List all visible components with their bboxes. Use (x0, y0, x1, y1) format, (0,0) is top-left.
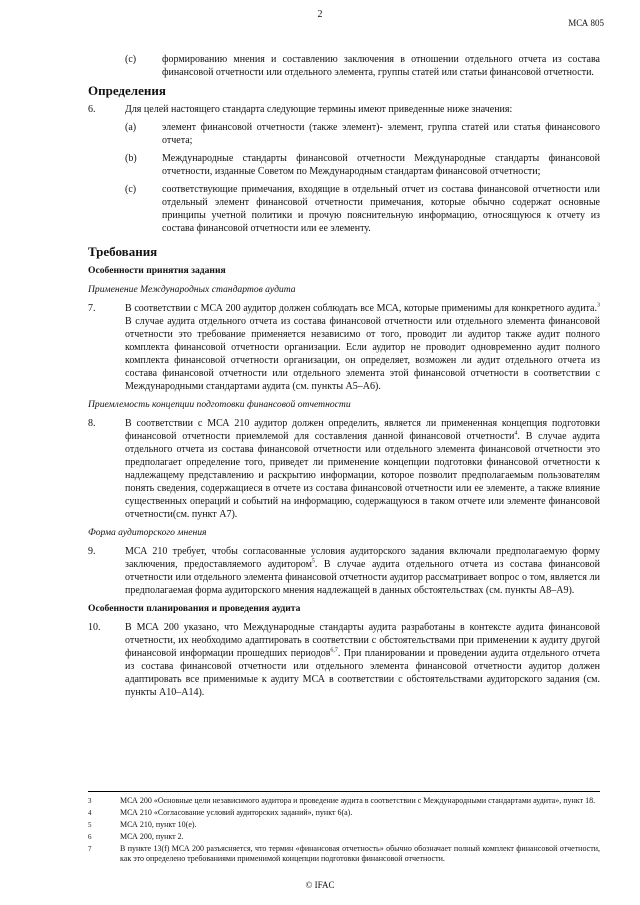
text-part: . При планировании и проведении аудита отдельного отчета из состава финансовой отчетности или отдельного элемента финансовой отчетности аудитор должен адаптировать все применимые к аудиту МСА в соответствии с обстоятельствами аудиторского задания (см. пункты А10–А14). (125, 648, 600, 698)
footnote (88, 820, 600, 830)
list-item-label: (a) (125, 122, 137, 133)
copyright-footer: © IFAC (305, 880, 335, 890)
paragraph-10 (88, 621, 600, 699)
text-part: . В случае аудита отдельного отчета из состава финансовой отчетности или отдельного элемента финансовой отчетности аудитор рассматривает вопрос о том, является ли предполагаемая форма аудиторского мнения надлежащей в данных обстоятельствах (см. пункты А8–А9). (125, 559, 600, 596)
paragraph-text: Для целей настоящего стандарта следующие термины имеют приведенные ниже значения: (125, 104, 513, 115)
paragraph-number: 9. (88, 546, 96, 557)
footnote-text: В пункте 13(f) МСА 200 разъясняется, что термин «финансовая отчетность» обычно обозначает полный комплект финансовой отчетности, как это определено требованиями применимой концепции подготовки финансовой отчетности. (120, 844, 600, 863)
text-part: В МСА 200 указано, что Международные стандарты аудита разработаны в контексте аудита финансовой отчетности, их необходимо адаптировать в соответствии с обстоятельствами при применении к аудиту другой финансовой информации прошедших периодов (125, 622, 600, 659)
list-item-text: соответствующие примечания, входящие в отдельный отчет из состава финансовой отчетности или отдельный элемент финансовой отчетности примечания, которые обычно содержат основные принципы учетной политики и прочую пояснительную информацию, относящуюся к отчету из состава финансовой отчетности или ее элементу. (162, 184, 600, 234)
subsection-heading-planning: Особенности планирования и проведения аудита (88, 603, 301, 614)
list-item-text: Международные стандарты финансовой отчетности Международные стандарты финансовой отчетности, изданные Советом по Международным стандартам финансовой отчетности; (162, 153, 600, 177)
document-code: МСА 805 (568, 18, 604, 28)
list-item-text: формированию мнения и составлению заключения в отношении отдельного отчета из состава финансовой отчетности или отдельного элемента, группы статей или статьи финансовой отчетности. (162, 54, 600, 78)
footnote (88, 844, 600, 864)
list-item (125, 183, 600, 235)
footnotes (88, 791, 600, 866)
list-item (125, 53, 600, 79)
footnote-number: 3 (88, 797, 92, 805)
footnote-ref: 6,7 (330, 647, 338, 654)
paragraph-number: 7. (88, 303, 96, 314)
paragraph-7 (88, 302, 600, 393)
paragraph-number: 8. (88, 418, 96, 429)
paragraph-text (125, 417, 600, 521)
text-part: В соответствии с МСА 200 аудитор должен соблюдать все МСА, которые применимы для конкретного аудита. (125, 303, 597, 314)
list-item-label: (b) (125, 153, 137, 164)
footnote-text: МСА 200 «Основные цели независимого аудитора и проведение аудита в соответствии с Международными стандартами аудита», пункт 18. (120, 796, 596, 805)
paragraph-text (125, 302, 600, 393)
list-item (125, 121, 600, 147)
text-part: В случае аудита отдельного отчета из состава финансовой отчетности или отдельного элемента финансовой отчетности это требование применяется независимо от того, проводит ли аудитор также аудит полного комплекта финансовой отчетности организации. Если аудитор не проводит одновременно аудит полного комплекта финансовой отчетности организации, он определяет, возможен ли аудит отдельного отчета из состава финансовой отчетности или отдельного элемента этой финансовой отчетности в соответствии с Международными стандартами аудита (см. пункты А5–А6). (125, 316, 600, 392)
footnote-number: 6 (88, 833, 92, 841)
paragraph-9 (88, 545, 600, 597)
list-item-label: (c) (125, 184, 137, 195)
paragraph-6 (88, 103, 600, 116)
footnote (88, 832, 600, 842)
paragraph-number: 6. (88, 104, 96, 115)
footnote (88, 796, 600, 806)
section-heading-definitions: Определения (88, 83, 166, 98)
footnote-number: 7 (88, 845, 92, 853)
document-body (88, 53, 600, 704)
paragraph-number: 10. (88, 622, 101, 633)
footnote-text: МСА 210, пункт 10(е). (120, 820, 197, 829)
paragraph-text (125, 621, 600, 699)
subheading-opinion-form: Форма аудиторского мнения (88, 527, 207, 538)
footnote-text: МСА 210 «Согласование условий аудиторских заданий», пункт 6(а). (120, 808, 353, 817)
footnote (88, 808, 600, 818)
text-part: МСА 210 требует, чтобы согласованные условия аудиторского задания включали предполагаемую форму заключения, предоставляемого аудитором (125, 546, 600, 570)
list-item (125, 152, 600, 178)
list-item-label: (c) (125, 54, 137, 65)
subheading-framework-acceptability: Приемлемость концепции подготовки финансовой отчетности (88, 399, 351, 410)
footnote-text: МСА 200, пункт 2. (120, 832, 184, 841)
subheading-isa-application: Применение Международных стандартов аудита (88, 284, 296, 295)
paragraph-text (125, 545, 600, 597)
footnote-ref: 3 (597, 302, 600, 309)
list-item-text: элемент финансовой отчетности (также элемент)- элемент, группа статей или статья финансового отчета; (162, 122, 600, 146)
section-heading-requirements: Требования (88, 244, 158, 259)
text-part: В соответствии с МСА 210 аудитор должен определить, является ли примененная концепция подготовки финансовой отчетности приемлемой для составления данной финансовой отчетности (125, 418, 600, 442)
page-number: 2 (317, 9, 323, 20)
text-part: . В случае аудита отдельного отчета из состава финансовой отчетности или отдельного элемента финансовой отчетности это предполагает определение того, приведет ли применение концепции подготовки финансовой отчетности к надлежащему представлению и раскрытию информации, которое позволит предполагаемым пользователям понять сведения, содержащиеся в отчете из состава финансовой отчетности или ее элементе, а также влияние существенных операций и событий на информацию, содержащуюся в таком отчете или элементе финансовой отчетности(см. пункт А7). (125, 431, 600, 520)
footnote-ref: 5 (311, 558, 315, 565)
footnote-number: 4 (88, 809, 92, 817)
paragraph-8 (88, 417, 600, 521)
footnote-ref: 4 (514, 430, 518, 437)
footnote-number: 5 (88, 821, 92, 829)
subsection-heading-acceptance: Особенности принятия задания (88, 265, 226, 276)
